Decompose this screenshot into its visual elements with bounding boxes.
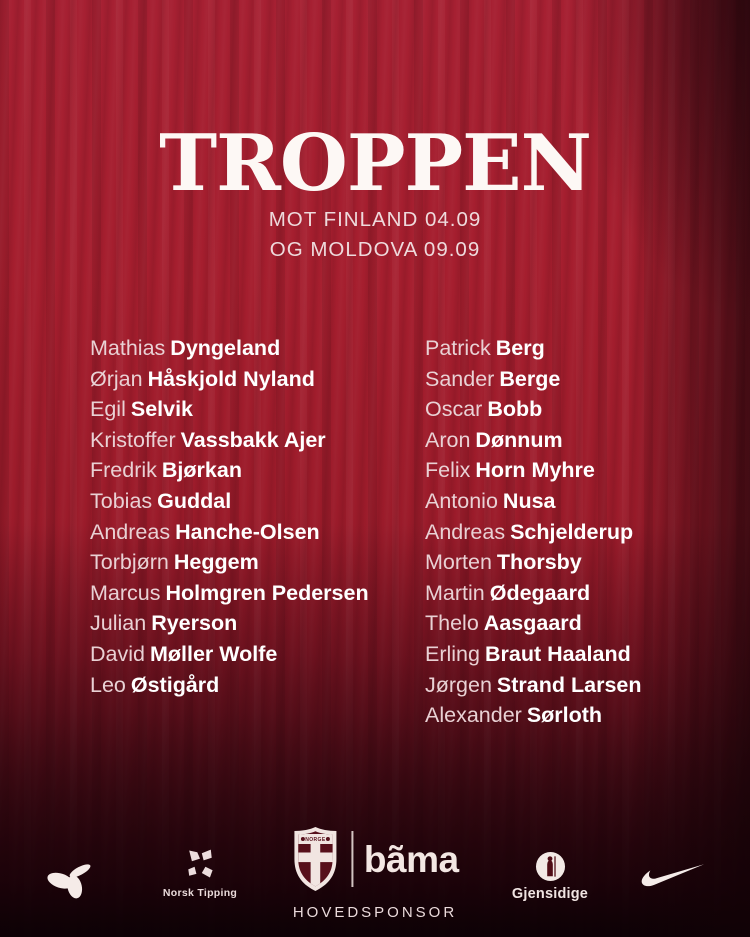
player-row [90,486,425,517]
gjensidige-watchman-icon [503,851,597,882]
player-last-name: Ryerson [151,611,238,636]
nff-crest-icon [291,826,339,892]
player-last-name: Håskjold Nyland [147,366,315,391]
player-last-name: Guddal [157,488,232,513]
player-row [425,578,720,609]
player-first-name: Jørgen [425,672,492,697]
player-last-name: Schjelderup [510,519,634,544]
gjensidige-label: Gjensidige [511,886,589,902]
player-last-name: Nusa [502,488,556,513]
sponsor-bar [0,820,750,937]
player-first-name: Oscar [425,397,483,422]
player-row [425,364,720,395]
player-first-name: Tobias [90,488,153,513]
player-first-name: Leo [90,672,126,697]
player-first-name: Aron [425,427,471,452]
player-last-name: Dønnum [475,427,563,452]
crest-norge-label: NORGE [305,837,326,843]
norsk-tipping-x-icon [155,846,245,882]
player-first-name: Julian [90,611,147,636]
player-last-name: Dyngeland [170,336,281,360]
header [0,118,750,264]
player-row [425,670,720,701]
player-first-name: Ørjan [90,366,143,391]
player-last-name: Heggem [173,550,259,575]
player-last-name: Horn Myhre [475,458,595,483]
player-first-name: Fredrik [90,458,157,483]
player-row [90,639,425,670]
player-first-name: Felix [425,458,471,483]
player-last-name: Thorsby [496,550,582,575]
player-last-name: Møller Wolfe [149,641,278,666]
player-first-name: Sander [425,366,495,391]
player-last-name: Strand Larsen [496,672,642,697]
player-first-name: Alexander [425,703,522,728]
player-first-name: David [90,641,145,666]
player-last-name: Vassbakk Ajer [180,427,326,452]
player-row [425,517,720,548]
player-row [90,455,425,486]
player-last-name: Østigård [130,672,220,697]
player-first-name: Patrick [425,336,491,360]
player-row [90,578,425,609]
player-row [90,394,425,425]
player-first-name: Marcus [90,580,161,605]
subtitle-line-2: OG MOLDOVA 09.09 [269,238,481,261]
player-row [425,639,720,670]
player-last-name: Aasgaard [483,611,582,636]
lockup-divider [351,831,353,887]
player-row [90,608,425,639]
norsk-tipping-label: Norsk Tipping [162,887,238,899]
nike-swoosh-icon [636,862,706,888]
player-row [425,394,720,425]
player-row [425,455,720,486]
player-first-name: Torbjørn [90,550,169,575]
player-row [425,700,720,731]
player-last-name: Holmgren Pedersen [165,580,369,605]
player-row [90,670,425,701]
player-row [90,364,425,395]
player-last-name: Bobb [487,397,543,422]
player-last-name: Hanche-Olsen [175,519,320,544]
subtitle-line-1: MOT FINLAND 04.09 [268,208,482,231]
player-last-name: Bjørkan [161,458,242,483]
player-first-name: Thelo [425,611,479,636]
gjensidige-logo [503,851,597,902]
player-column-left [90,333,425,731]
player-row [425,547,720,578]
player-column-right [425,333,720,731]
player-first-name: Morten [425,550,492,575]
player-first-name: Mathias [90,336,166,360]
player-last-name: Berge [499,366,561,391]
player-first-name: Andreas [90,519,171,544]
telenor-logo-icon [42,853,102,903]
main-sponsor-lockup [291,826,458,921]
player-last-name: Sørloth [526,703,603,728]
player-row [425,333,720,364]
player-row [90,547,425,578]
player-last-name: Berg [495,336,545,360]
player-first-name: Martin [425,580,485,605]
player-last-name: Ødegaard [489,580,591,605]
player-first-name: Antonio [425,488,498,513]
player-first-name: Kristoffer [90,427,176,452]
player-row [425,486,720,517]
player-row [90,425,425,456]
player-last-name: Braut Haaland [484,641,631,666]
player-first-name: Erling [425,641,480,666]
player-row [425,608,720,639]
page-title: TROPPEN [159,118,591,209]
player-first-name: Andreas [425,519,506,544]
player-row [90,517,425,548]
bama-logo: bãma [363,838,459,880]
player-row [425,425,720,456]
player-last-name: Selvik [130,397,194,422]
norsk-tipping-logo [155,846,245,899]
player-list [90,333,720,731]
player-first-name: Egil [90,397,126,422]
hovedsponsor-label: HOVEDSPONSOR [292,904,458,921]
player-row [90,333,425,364]
